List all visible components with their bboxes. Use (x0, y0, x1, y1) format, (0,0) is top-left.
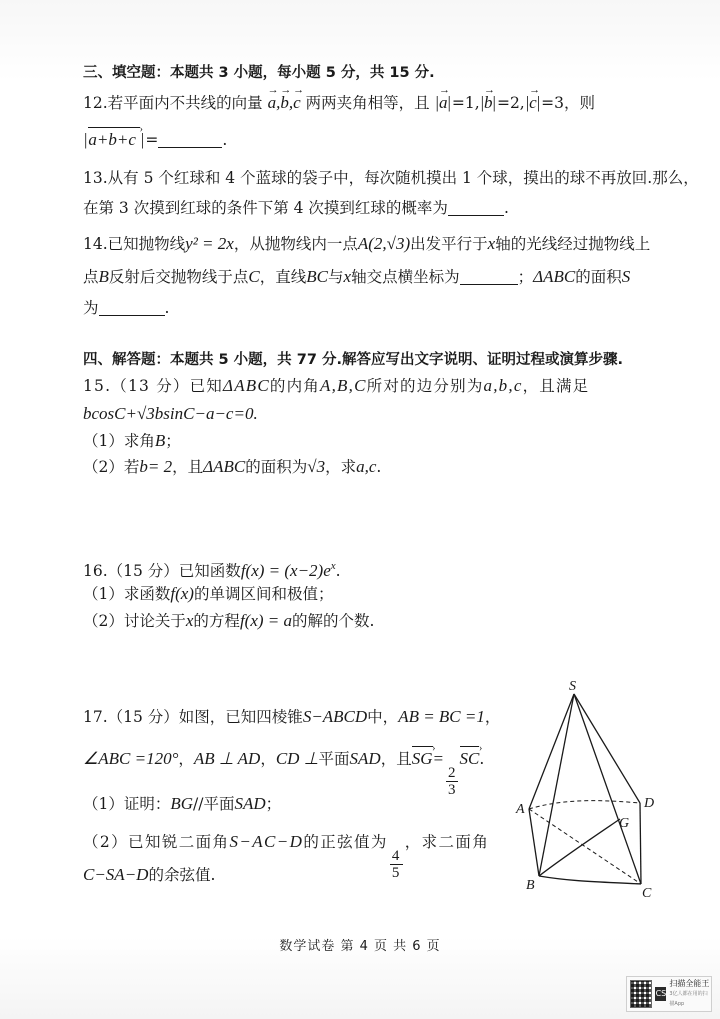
edge-sb (539, 694, 574, 876)
q14-line2: 点B反射后交抛物线于点C，直线BC与x轴交点横坐标为 ；ΔABC的面积S (83, 267, 631, 286)
q16-part1: （1）求函数f(x)的单调区间和极值； (83, 584, 334, 603)
q12-line1: 12.若平面内不共线的向量 → a,→ b,→ c 两两夹角相等，且 |→ a|=1,|→ b|=2,|→ c|=3，则 (83, 92, 595, 114)
q16-part2: （2）讨论关于x的方程f(x) = a的解的个数. (83, 611, 375, 630)
q15-equation: bcosC+√3bsinC−a−c=0. (83, 404, 258, 423)
q15-line1: 15.（13 分）已知ΔABC的内角A,B,C所对的边分别为a,b,c，且满足 (83, 376, 590, 395)
label-g: G (619, 816, 630, 831)
q14-line3: 为 . (83, 299, 170, 317)
q15-part1: （1）求角B； (83, 431, 181, 450)
fraction-four-fifths: $\frac{4}{5}$ (391, 848, 401, 881)
edge-ab (529, 809, 539, 876)
edge-ad-hidden (529, 801, 640, 809)
page-footer: 数学试卷 第 4 页 共 6 页 (279, 939, 441, 954)
q12-line2: |a+b+c › |= . (83, 129, 227, 151)
badge-subtitle: 3亿人都在用的扫描App (669, 991, 708, 1007)
edge-bc (539, 876, 641, 884)
segment-bg (539, 819, 620, 876)
q14-line1: 14.已知抛物线y² = 2x，从抛物线内一点A(2,√3)出发平行于x轴的光线经过抛物线上 (83, 234, 651, 253)
q17-line2: ∠ABC =120°，AB ⊥ AD，CD ⊥平面SAD，且SG ›= $\frac{2}{3}$ SC ›. (83, 748, 484, 798)
q17-part2-cont: C−SA−D的余弦值. (83, 865, 216, 884)
vector-sc: SC › (460, 748, 480, 770)
q16-line1: 16.（15 分）已知函数$f(x) = (x-2)e^x$. (83, 560, 341, 580)
label-c: C (642, 886, 652, 901)
vector-sg: SG › (412, 748, 433, 770)
label-d: D (644, 796, 655, 811)
q12-sum-vector: a+b+c › (88, 129, 140, 151)
q12-answer-blank (158, 131, 222, 148)
pyramid-figure (505, 676, 680, 901)
q14-blank-1 (460, 268, 518, 285)
q17-part1: （1）证明：BG//平面SAD； (83, 794, 282, 813)
q13-line2: 在第 3 次摸到红球的条件下第 4 次摸到红球的概率为 . (83, 199, 509, 217)
scanner-badge (626, 976, 712, 1012)
label-s: S (569, 679, 576, 694)
camscanner-logo-icon: CS (655, 987, 666, 1001)
edge-dc (640, 803, 641, 884)
q17-part2: （2）已知锐二面角S−AC−D的正弦值为 $\frac{4}{5}$ ，求二面角 (83, 832, 490, 881)
fraction-two-thirds: $\frac{2}{3}$ (448, 765, 456, 798)
edge-sa (529, 694, 574, 809)
q14-blank-2 (99, 299, 165, 316)
q17-line1: 17.（15 分）如图，已知四棱锥S−ABCD中，AB = BC =1， (83, 707, 501, 726)
q13-line1: 13.从有 5 个红球和 4 个蓝球的袋子中，每次随机摸出 1 个球，摸出的球不再放回.那么， (83, 169, 699, 187)
badge-title: 扫描全能王 (669, 979, 710, 988)
label-a: A (516, 802, 525, 817)
label-b: B (526, 878, 535, 893)
q15-part2: （2）若b= 2，且ΔABC的面积为√3，求a,c. (83, 457, 382, 476)
q13-answer-blank (448, 199, 504, 216)
qr-code-icon (630, 980, 652, 1008)
section4-heading: 四、解答题：本题共 5 小题，共 77 分.解答应写出文字说明、证明过程或演算步骤. (83, 352, 623, 368)
section3-heading: 三、填空题：本题共 3 小题，每小题 5 分，共 15 分. (83, 65, 435, 81)
